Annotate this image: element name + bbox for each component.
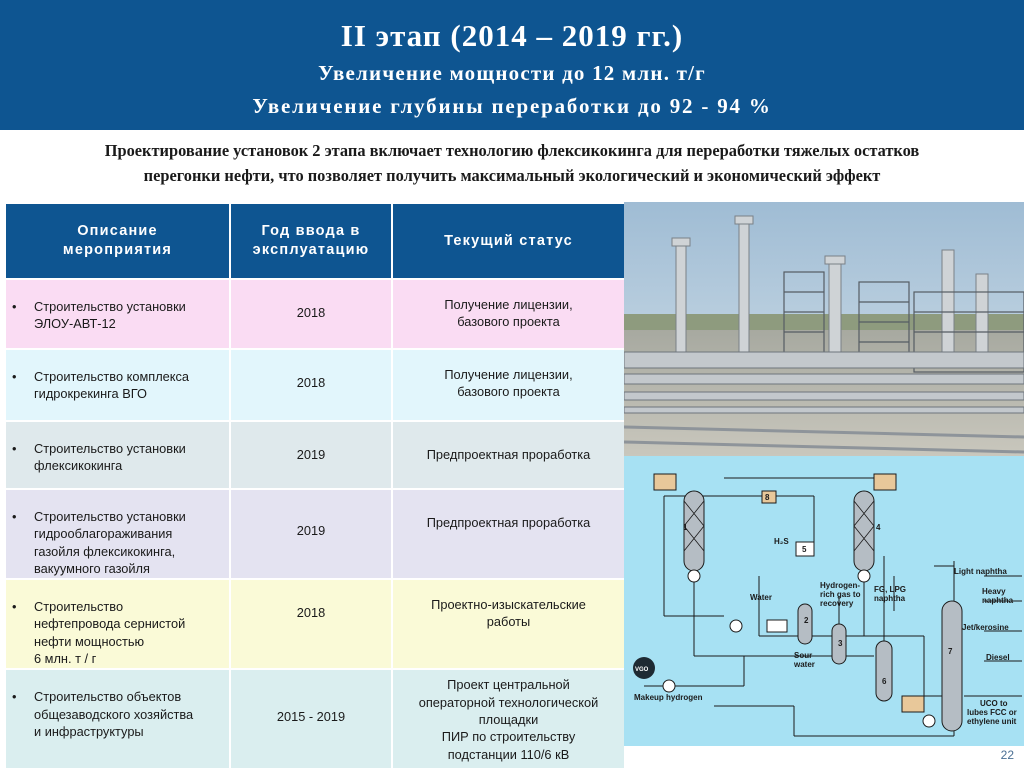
description-line: вакуумного газойля: [34, 560, 150, 576]
light-naphtha-label: Light naphtha: [954, 567, 1007, 576]
cell-status: [392, 421, 625, 489]
unit-7-label: 7: [948, 647, 953, 656]
cell-description: [5, 489, 230, 579]
status-line: работы: [486, 614, 531, 630]
fg-lpg-label-2: naphtha: [874, 594, 906, 603]
description-line: Строительство установки: [34, 509, 186, 524]
table-row: [5, 489, 625, 579]
unit-6-label: 6: [882, 677, 887, 686]
status-line: площадки: [478, 711, 539, 727]
feed-label: VGO: [635, 667, 649, 673]
status-line: операторной технологической: [418, 694, 599, 710]
uco-label-2: lubes FCC or: [967, 708, 1017, 717]
status-line: подстанции 110/6 кВ: [447, 746, 570, 762]
cell-status: [392, 489, 625, 579]
heavy-naphtha-label-1: Heavy: [982, 587, 1006, 596]
bullet-icon: •: [12, 299, 17, 314]
cell-year: 2019: [230, 421, 392, 489]
description-line: нефтепровода сернистой: [34, 616, 186, 632]
unit-1-label: 1: [683, 523, 688, 532]
uco-label-3: ethylene unit: [967, 717, 1017, 726]
description-line: Строительство комплекса: [34, 369, 190, 384]
stage-table: [4, 202, 626, 770]
slide-title: II этап (2014 – 2019 гг.): [340, 18, 684, 53]
heavy-naphtha-label-2: naphtha: [982, 596, 1014, 605]
description-line: флексикокинга: [34, 458, 123, 474]
hydrogen-rich-label-2: rich gas to: [820, 590, 861, 599]
description-line: гидрооблагораживания: [34, 526, 173, 542]
water-label: Water: [750, 593, 772, 602]
description-line: и инфраструктуры: [34, 723, 144, 739]
hydrogen-rich-label-3: recovery: [820, 599, 854, 608]
status-line: Предпроектная проработка: [426, 447, 591, 462]
table-row: [5, 421, 625, 489]
status-line: базового проекта: [457, 314, 560, 330]
uco-label-1: UCO to: [980, 699, 1008, 708]
h2s-label: H₂S: [774, 537, 789, 546]
table-row: [5, 279, 625, 349]
unit-4-label: 4: [876, 523, 881, 532]
table-row: [5, 669, 625, 769]
unit-5-label: 5: [802, 545, 807, 554]
unit-2-label: 2: [804, 616, 809, 625]
slide-header: [0, 0, 1024, 130]
bullet-icon: •: [12, 599, 17, 615]
cell-year: 2018: [230, 579, 392, 669]
header-description: Описание мероприятия: [5, 203, 230, 279]
header-status: Текущий статус: [392, 203, 625, 279]
status-line: ПИР по строительству: [441, 729, 576, 745]
table-row: [5, 579, 625, 669]
intro-text: [8, 138, 1016, 188]
cell-year: 2018: [230, 279, 392, 349]
slide-subtitle-capacity: Увеличение мощности до 12 млн. т/г: [318, 61, 706, 85]
cell-year: 2019: [230, 489, 392, 579]
bullet-icon: •: [12, 509, 17, 524]
bullet-icon: •: [12, 441, 17, 456]
description-line: нефти мощностью: [34, 633, 145, 649]
fg-lpg-label-1: FG, LPG: [874, 585, 906, 594]
table-row: [5, 349, 625, 421]
bullet-icon: •: [12, 369, 17, 384]
status-line: Проект центральной: [447, 677, 570, 693]
description-line: газойля флексикокинга,: [34, 543, 176, 559]
refinery-photo: [624, 202, 1024, 456]
cell-description: [5, 421, 230, 489]
table-header-row: [5, 203, 625, 279]
status-line: базового проекта: [457, 384, 560, 400]
cell-year: 2015 - 2019: [230, 669, 392, 769]
status-line: Получение лицензии,: [444, 367, 573, 382]
makeup-hydrogen-label: Makeup hydrogen: [634, 693, 703, 702]
diesel-label: Diesel: [986, 653, 1010, 662]
unit-3-label: 3: [838, 639, 843, 648]
jet-kerosine-label: Jet/kerosine: [962, 623, 1009, 632]
cell-status: [392, 669, 625, 769]
description-line: Строительство установки: [34, 441, 186, 456]
status-line: Предпроектная проработка: [426, 515, 591, 530]
description-line: Строительство: [34, 599, 124, 615]
intro-line-2: перегонки нефти, что позволяет получить максимальный экологический и экономический эффект: [143, 166, 881, 185]
unit-8-label: 8: [765, 493, 770, 502]
bullet-icon: •: [12, 689, 17, 705]
process-flow-diagram: [624, 456, 1024, 746]
cell-status: [392, 279, 625, 349]
description-line: Строительство объектов: [34, 689, 182, 705]
cell-description: [5, 279, 230, 349]
cell-status: [392, 349, 625, 421]
description-line: ЭЛОУ-АВТ-12: [34, 316, 116, 332]
status-line: Проектно-изыскательские: [431, 597, 586, 613]
description-line: общезаводского хозяйства: [34, 706, 194, 722]
description-line: гидрокрекинга ВГО: [34, 386, 147, 402]
description-line: Строительство установки: [34, 299, 186, 314]
header-year: Год ввода в эксплуатацию: [230, 203, 392, 279]
cell-year: 2018: [230, 349, 392, 421]
sour-water-label-1: Sour: [794, 651, 813, 660]
hydrogen-rich-label-1: Hydrogen-: [820, 581, 860, 590]
cell-description: [5, 669, 230, 769]
description-line: 6 млн. т / г: [34, 651, 97, 667]
slide-subtitle-depth: Увеличение глубины переработки до 92 - 94 %: [252, 94, 772, 118]
sour-water-label-2: water: [794, 660, 815, 669]
page-number: 22: [1000, 748, 1014, 762]
cell-description: [5, 349, 230, 421]
cell-status: [392, 579, 625, 669]
cell-description: [5, 579, 230, 669]
status-line: Получение лицензии,: [444, 297, 573, 312]
intro-line-1: Проектирование установок 2 этапа включает технологию флексикокинга для переработки тяжелых остатков: [104, 141, 920, 160]
